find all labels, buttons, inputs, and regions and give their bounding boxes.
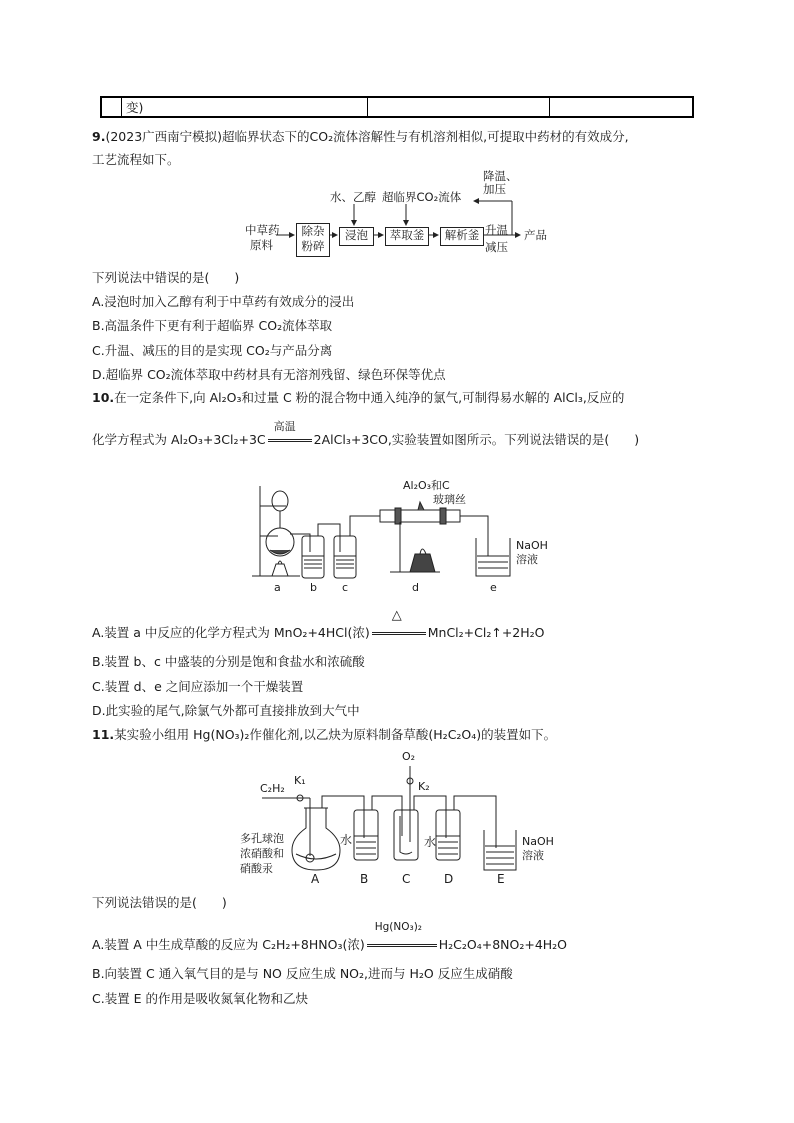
q11-label-naoh: NaOH	[522, 835, 554, 848]
q11-letter-e: E	[497, 872, 505, 886]
q10-letter-d: d	[412, 581, 419, 594]
q10-option-d: D.此实验的尾气,除氯气外都可直接排放到大气中	[92, 703, 360, 718]
q11-label-hg-nitrate: 硝酸汞	[240, 862, 273, 875]
q11-label-k2: K₂	[418, 780, 430, 793]
q10-number: 10.	[92, 390, 115, 405]
q9-option-d: D.超临界 CO₂流体萃取中药材具有无溶剂残留、绿色环保等优点	[92, 367, 446, 382]
q10-optA-arrow	[372, 608, 426, 640]
eq-bar	[367, 944, 437, 945]
table-cell	[550, 98, 692, 116]
q10-optA-left: A.装置 a 中反应的化学方程式为 MnO₂+4HCl(浓)	[92, 625, 370, 640]
flow-product-label: 产品	[524, 228, 547, 242]
answer-table-fragment	[100, 96, 694, 118]
flow-raw-label: 中草药	[245, 223, 280, 237]
flow-label-cool: 降温、	[483, 169, 518, 183]
q11-letter-d: D	[444, 872, 454, 886]
q10-option-b: B.装置 b、c 中盛装的分别是饱和食盐水和浓硫酸	[92, 654, 365, 669]
q10-letter-e: e	[490, 581, 497, 594]
q10-letter-a: a	[274, 581, 281, 594]
flow-label-pressurize: 加压	[483, 182, 506, 196]
q9-prompt: 下列说法中错误的是( )	[92, 270, 240, 285]
q11-letter-b: B	[360, 872, 369, 886]
q10-optA-condition: △	[391, 608, 402, 623]
q9-number: 9.	[92, 129, 106, 144]
q10-apparatus-drawing	[240, 476, 570, 596]
flow-raw-label-2: 原料	[250, 238, 273, 252]
q10-letter-c: c	[342, 581, 349, 594]
q11-stem: 某实验小组用 Hg(NO₃)₂作催化剂,以乙炔为原料制备草酸(H₂C₂O₄)的装置如下。	[114, 727, 557, 742]
q10-eq-arrow	[268, 420, 312, 447]
q9-stem-cont: 工艺流程如下。	[92, 152, 180, 167]
q11-option-c: C.装置 E 的作用是吸收氮氧化物和乙炔	[92, 991, 309, 1006]
flow-box-desorption: 解析釜	[440, 227, 484, 246]
q11-option-b: B.向装置 C 通入氧气目的是与 NO 反应生成 NO₂,进而与 H₂O 反应生成硝酸	[92, 966, 513, 981]
q10-stem-line	[92, 388, 624, 406]
q9-process-flow-diagram	[240, 168, 560, 260]
q11-optA-arrow	[367, 921, 437, 952]
q9-option-c: C.升温、减压的目的是实现 CO₂与产品分离	[92, 343, 333, 358]
q11-label-solution: 溶液	[522, 849, 544, 862]
q11-stem-line	[92, 725, 556, 743]
flow-box-extraction: 萃取釜	[385, 227, 429, 246]
q11-optA-condition: Hg(NO₃)₂	[374, 921, 423, 933]
q10-label-glass-wool: 玻璃丝	[433, 493, 466, 506]
flow-box-text: 除杂	[301, 224, 325, 238]
eq-bar	[268, 441, 312, 442]
eq-bar	[268, 439, 312, 440]
q10-letter-b: b	[310, 581, 317, 594]
flow-label-depressurize: 减压	[485, 240, 508, 254]
q10-apparatus-diagram	[240, 476, 570, 596]
flow-box-soak: 浸泡	[339, 227, 374, 246]
eq-bar	[372, 634, 426, 635]
q10-eq-right: 2AlCl₃+3CO,实验装置如图所示。下列说法错误的是( )	[313, 432, 640, 447]
q11-label-water-b: 水	[340, 833, 353, 847]
q11-number: 11.	[92, 727, 115, 742]
q11-label-water-d: 水	[424, 835, 437, 849]
q10-stem: 在一定条件下,向 Al₂O₃和过量 C 粉的混合物中通入纯净的氯气,可制得易水解的 AlCl₃,反应的	[114, 390, 625, 405]
q11-letter-a: A	[311, 872, 320, 886]
q10-label-naoh: NaOH	[516, 539, 548, 552]
q11-letter-c: C	[402, 872, 411, 886]
q10-eq-left: 化学方程式为 Al₂O₃+3Cl₂+3C	[92, 432, 266, 447]
q11-label-k1: K₁	[294, 774, 306, 787]
q9-option-b: B.高温条件下更有利于超临界 CO₂流体萃取	[92, 318, 333, 333]
flow-box-text: 粉碎	[301, 239, 325, 253]
q11-label-conc-hno3: 浓硝酸和	[240, 847, 284, 860]
q11-prompt: 下列说法错误的是( )	[92, 895, 227, 910]
table-cell	[368, 98, 550, 116]
flow-box-remove-crush	[296, 223, 330, 257]
q10-eq-condition: 高温	[273, 420, 296, 433]
eq-bar	[372, 632, 426, 633]
q10-option-c: C.装置 d、e 之间应添加一个干燥装置	[92, 679, 304, 694]
q9-option-a: A.浸泡时加入乙醇有利于中草药有效成分的浸出	[92, 294, 355, 309]
q11-label-o2: O₂	[402, 750, 416, 763]
q10-option-a	[92, 608, 545, 641]
q10-label-solution: 溶液	[516, 553, 538, 566]
q9-stem: (2023广西南宁模拟)超临界状态下的CO₂流体溶解性与有机溶剂相似,可提取中药材的有效成分,	[105, 129, 629, 144]
q9-stem-line	[92, 127, 629, 145]
q10-label-al2o3-c: Al₂O₃和C	[403, 479, 450, 492]
q11-apparatus-diagram	[240, 746, 570, 888]
flow-label-heat: 升温	[485, 223, 508, 237]
eq-bar	[367, 946, 437, 947]
q11-option-a	[92, 921, 568, 953]
q10-optA-right: MnCl₂+Cl₂↑+2H₂O	[427, 625, 545, 640]
q11-optA-right: H₂C₂O₄+8NO₂+4H₂O	[438, 937, 568, 952]
q11-label-bubbler: 多孔球泡	[240, 832, 284, 845]
flow-label-water-ethanol: 水、乙醇	[330, 190, 376, 204]
q10-equation-line	[92, 420, 640, 448]
q11-apparatus-drawing	[240, 746, 570, 888]
flow-label-sc-co2: 超临界CO₂流体	[382, 190, 462, 204]
table-cell: 变)	[122, 98, 368, 116]
q11-optA-left: A.装置 A 中生成草酸的反应为 C₂H₂+8HNO₃(浓)	[92, 937, 365, 952]
table-cell	[102, 98, 122, 116]
q11-label-c2h2: C₂H₂	[260, 782, 285, 795]
